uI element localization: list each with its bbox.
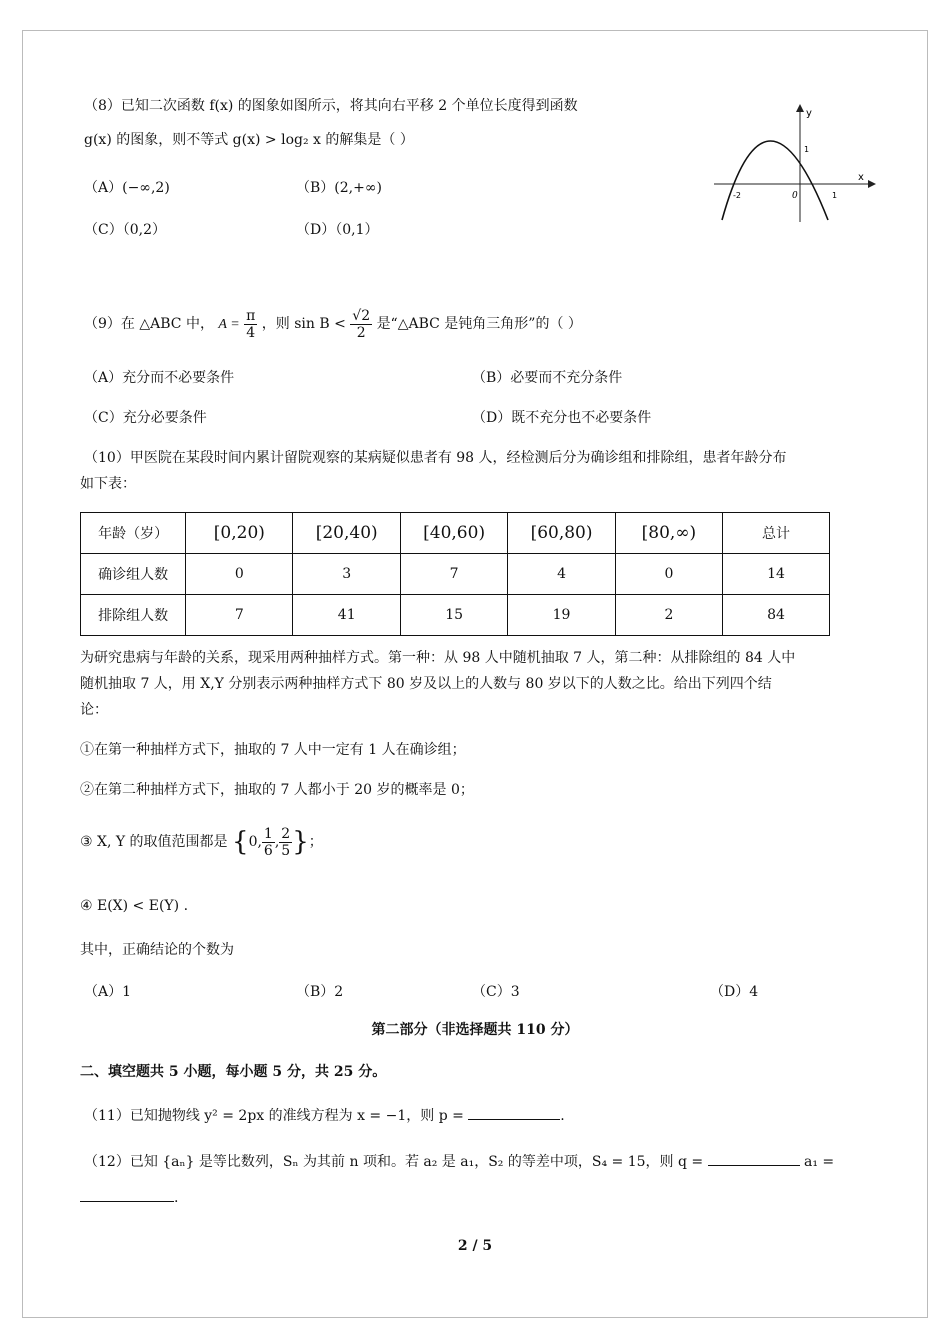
- table-cell: 7: [186, 595, 293, 636]
- table-cell: 15: [400, 595, 507, 636]
- q10-option-a: （A）1: [84, 984, 132, 1000]
- q12-stem: （12）已知 {aₙ} 是等比数列，Sₙ 为其前 n 项和。若 a₂ 是 a₁，S₂ 的等差中项，S₄ = 15，则 q =: [84, 1154, 704, 1170]
- q9-stem-pre: （9）在 △ABC 中，: [84, 316, 214, 332]
- q10-statement-1: ①在第一种抽样方式下，抽取的 7 人中一定有 1 人在确诊组；: [80, 742, 466, 758]
- table-cell: 19: [508, 595, 615, 636]
- q10-conclusion: 其中，正确结论的个数为: [80, 942, 234, 958]
- table-header-cell: [20,40): [293, 513, 400, 554]
- part2-title: 第二部分（非选择题共 110 分）: [371, 1022, 579, 1038]
- frac-numerator: 1: [263, 825, 273, 842]
- q9-option-c: （C）充分必要条件: [84, 410, 207, 426]
- q8-option-a: （A）(−∞,2): [84, 180, 170, 196]
- table-cell: 4: [508, 554, 615, 595]
- table-cell: 14: [723, 554, 830, 595]
- age-distribution-table: [80, 512, 830, 636]
- q10-body-line3: 论：: [80, 702, 108, 718]
- q10-body-line1: 为研究患病与年龄的关系，现采用两种抽样方式。第一种：从 98 人中随机抽取 7 人，第二种：从排除组的 84 人中: [80, 650, 796, 666]
- q11-stem: （11）已知抛物线 y² = 2px 的准线方程为 x = −1，则 p =: [84, 1108, 464, 1124]
- q9-cond-a: A =: [218, 317, 240, 332]
- table-cell: 7: [400, 554, 507, 595]
- q8-stem-line2: g(x) 的图象，则不等式 g(x) > log₂ x 的解集是（ ）: [84, 132, 414, 148]
- q10-statement-4: ④ E(X) < E(Y) .: [80, 898, 189, 914]
- table-header-cell: 总计: [723, 513, 830, 554]
- q10-statement-2: ②在第二种抽样方式下，抽取的 7 人都小于 20 岁的概率是 0；: [80, 782, 474, 798]
- q8-stem-line1: （8）已知二次函数 f(x) 的图象如图所示，将其向右平移 2 个单位长度得到函数: [84, 98, 578, 114]
- q9-frac-pi-4: [244, 308, 257, 341]
- statement-3-pre: ③ X, Y 的取值范围都是: [80, 834, 228, 850]
- q9-option-d: （D）既不充分也不必要条件: [472, 410, 652, 426]
- frac-numerator: √2: [352, 307, 371, 324]
- y-axis-arrow: [796, 104, 804, 112]
- table-header-row: [81, 513, 830, 554]
- q9-stem-mid: ，则 sin B <: [261, 316, 346, 332]
- table-cell: 84: [723, 595, 830, 636]
- x-axis-label: x: [858, 172, 864, 183]
- table-cell: 3: [293, 554, 400, 595]
- statement-3-post: ；: [308, 834, 323, 850]
- tick-label-x1: 1: [832, 191, 838, 200]
- frac-numerator: 2: [281, 825, 291, 842]
- frac-numerator: π: [246, 307, 256, 324]
- q8-parabola-graph: [708, 102, 878, 227]
- section-fill-in-title: 二、填空题共 5 小题，每小题 5 分，共 25 分。: [80, 1064, 387, 1080]
- set-frac-2-5: [279, 826, 292, 859]
- q10-statement-3: ③ X, Y 的取值范围都是 {0, $\frac{1}{6}$ , $\frac{2}{5}$ }；: [80, 825, 323, 859]
- page-number: 2 / 5: [457, 1238, 493, 1254]
- table-header-cell: 年龄（岁）: [81, 513, 186, 554]
- q11-answer-blank[interactable]: [468, 1119, 560, 1120]
- q8-option-d: （D）（0,1）: [296, 222, 379, 238]
- q10-option-c: （C）3: [472, 984, 520, 1000]
- q8-option-b: （B）(2,+∞): [296, 180, 382, 196]
- table-cell: 排除组人数: [81, 595, 186, 636]
- tick-label-neg2: -2: [733, 191, 741, 200]
- q10-body-line2: 随机抽取 7 人，用 X,Y 分别表示两种抽样方式下 80 岁及以上的人数与 80 岁以下的人数之比。给出下列四个结: [80, 676, 772, 692]
- table-row: [81, 554, 830, 595]
- right-brace-icon: }: [292, 827, 309, 857]
- table-row: [81, 595, 830, 636]
- frac-denominator: 5: [281, 842, 291, 859]
- q8-option-c: （C）（0,2）: [84, 222, 166, 238]
- x-axis-arrow: [868, 180, 876, 188]
- q10-option-b: （B）2: [296, 984, 344, 1000]
- frac-denominator: 2: [356, 324, 366, 341]
- q10-stem-line1: （10）甲医院在某段时间内累计留院观察的某病疑似患者有 98 人，经检测后分为确诊组和排除组，患者年龄分布: [84, 450, 787, 466]
- q11-tail: .: [560, 1108, 565, 1124]
- q9-option-b: （B）必要而不充分条件: [472, 370, 623, 386]
- tick-label-y1: 1: [804, 145, 810, 154]
- q12-tail: .: [174, 1190, 179, 1206]
- q11-line: [84, 1106, 565, 1126]
- frac-denominator: 4: [246, 324, 256, 341]
- y-axis-label: y: [806, 108, 812, 119]
- q12-a1-answer-blank[interactable]: [80, 1201, 174, 1202]
- table-cell: 0: [186, 554, 293, 595]
- q9-frac-sqrt2-2: [350, 308, 372, 341]
- q12-q-answer-blank[interactable]: [708, 1165, 800, 1166]
- q9-stem: [84, 306, 582, 343]
- table-header-cell: [80,∞): [615, 513, 722, 554]
- q12-a1-label: a₁ =: [804, 1154, 835, 1170]
- table-cell: 确诊组人数: [81, 554, 186, 595]
- q9-option-a: （A）充分而不必要条件: [84, 370, 235, 386]
- q12-line2: [80, 1188, 178, 1208]
- table-header-cell: [40,60): [400, 513, 507, 554]
- set-element-zero: 0,: [248, 834, 262, 850]
- table-header-cell: [0,20): [186, 513, 293, 554]
- left-brace-icon: {: [232, 827, 249, 857]
- q12-line: [84, 1152, 834, 1172]
- parabola-curve: [722, 141, 828, 220]
- set-frac-1-6: [262, 826, 275, 859]
- q10-option-d: （D）4: [710, 984, 759, 1000]
- q9-stem-post: 是“△ABC 是钝角三角形”的（ ）: [376, 316, 582, 332]
- table-header-cell: [60,80): [508, 513, 615, 554]
- table-cell: 41: [293, 595, 400, 636]
- origin-label: 0: [792, 191, 798, 201]
- table-cell: 0: [615, 554, 722, 595]
- table-cell: 2: [615, 595, 722, 636]
- frac-denominator: 6: [263, 842, 273, 859]
- q10-stem-line2: 如下表：: [80, 476, 136, 492]
